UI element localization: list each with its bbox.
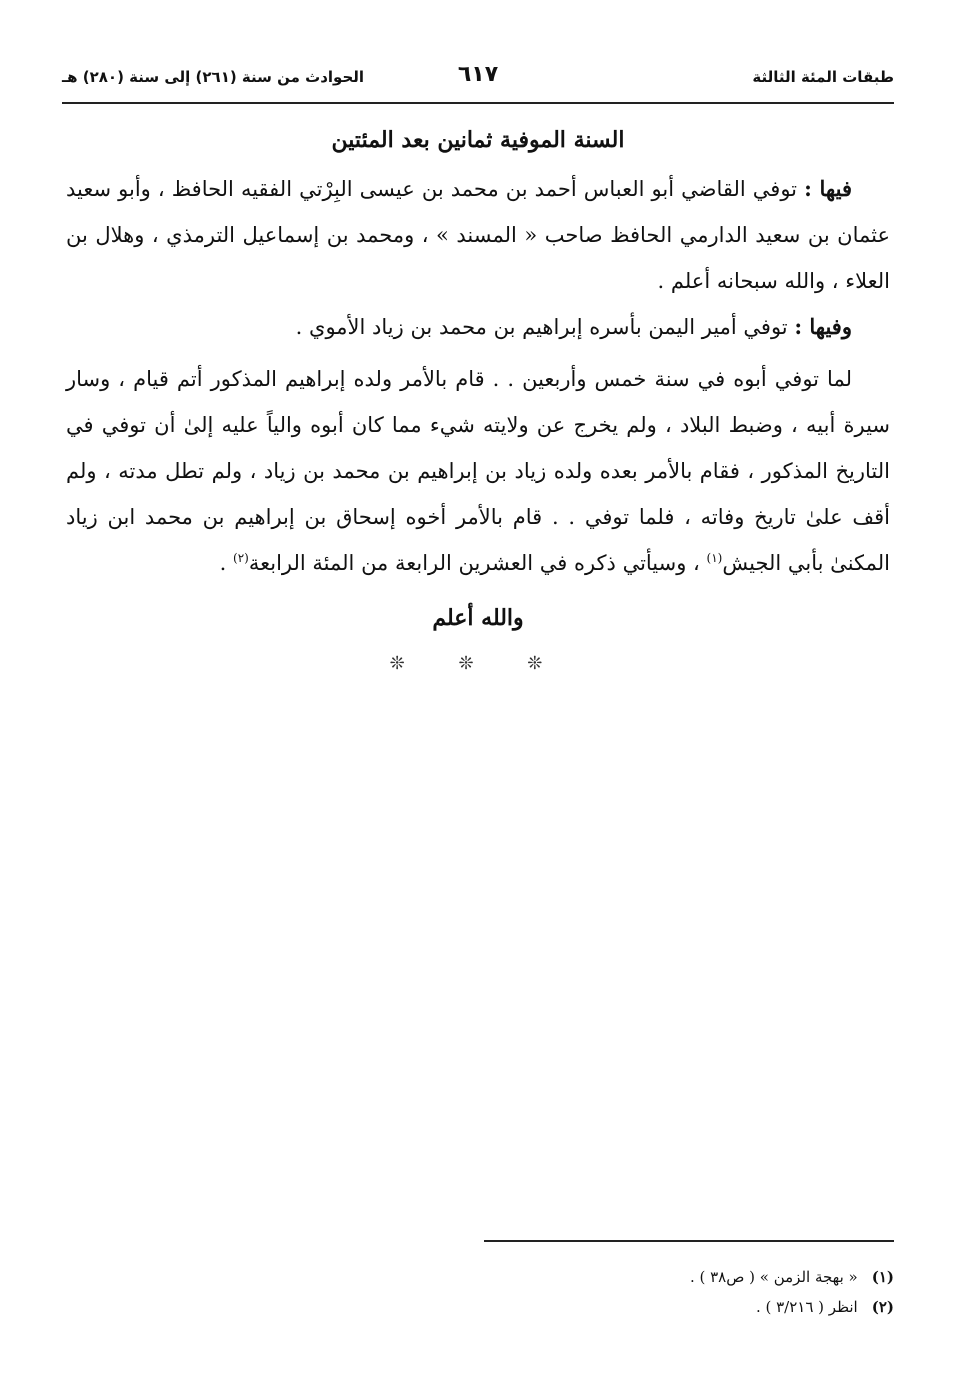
asterism-separator: ❊ ❊ ❊ xyxy=(389,653,567,674)
section-title: السنة الموفية ثمانين بعد المئتين xyxy=(331,127,625,153)
paragraph-2 xyxy=(66,304,890,350)
running-header xyxy=(62,62,894,96)
paragraph-3 xyxy=(66,356,890,586)
footnote-text: « بهجة الزمن » ( ص٣٨ ) . xyxy=(689,1268,858,1286)
paragraph-text: لما توفي أبوه في سنة خمس وأربعين . . قام بالأمر ولده إبراهيم المذكور أتم قيام ، وسار سيرة أبيه ، وضبط البلاد ، ولم يخرج عن ولايته شيء مما كان أبوه والياً عليه إلىٰ أن توفي في التاريخ المذكور ، فقام بالأمر بعده ولده زياد بن إبراهيم بن محمد بن زياد ، ولم تطل مدته ، ولم أقف علىٰ تاريخ وفاته ، فلما توفي . . قام بالأمر أخوه إسحاق بن إبراهيم بن محمد ابن زياد المكنىٰ بأبي الجيش xyxy=(66,367,891,575)
footnote-ref-1[interactable]: (١) xyxy=(706,551,723,565)
footnote-text: انظر ( ٣/٢١٦ ) . xyxy=(755,1298,858,1316)
footnote-1 xyxy=(300,1262,894,1292)
paragraph-1 xyxy=(66,166,890,304)
paragraph-text: . xyxy=(219,551,234,575)
page-number: ٦١٧ xyxy=(457,62,499,87)
book-title: طبقات المئة الثالثة xyxy=(752,68,894,86)
chapter-range: الحوادث من سنة (٢٦١) إلى سنة (٢٨٠) هـ xyxy=(62,68,365,86)
main-text xyxy=(66,116,890,684)
footnote-2 xyxy=(300,1292,894,1322)
header-rule xyxy=(62,102,894,104)
footnote-ref-2[interactable]: (٢) xyxy=(233,551,249,565)
paragraph-lead: وفيها : xyxy=(794,314,852,339)
footnote-number: (٢) xyxy=(871,1298,894,1316)
paragraph-text: توفي القاضي أبو العباس أحمد بن محمد بن عيسى البِرْتي الفقيه الحافظ ، وأبو سعيد عثمان بن سعيد الدارمي الحافظ صاحب « المسند » ، ومحمد بن إسماعيل الترمذي ، وهلال بن العلاء ، والله سبحانه أعلم . xyxy=(66,177,890,293)
footnotes xyxy=(300,1262,894,1322)
paragraph-lead: فيها : xyxy=(804,176,852,201)
footnote-rule xyxy=(484,1240,894,1242)
footnote-number: (١) xyxy=(871,1268,894,1286)
paragraph-text: توفي أمير اليمن بأسره إبراهيم بن محمد بن زياد الأموي . xyxy=(295,315,795,339)
paragraph-text: ، وسيأتي ذكره في العشرين الرابعة من المئة الرابعة xyxy=(248,551,707,575)
closing-formula: والله أعلم xyxy=(432,605,524,631)
